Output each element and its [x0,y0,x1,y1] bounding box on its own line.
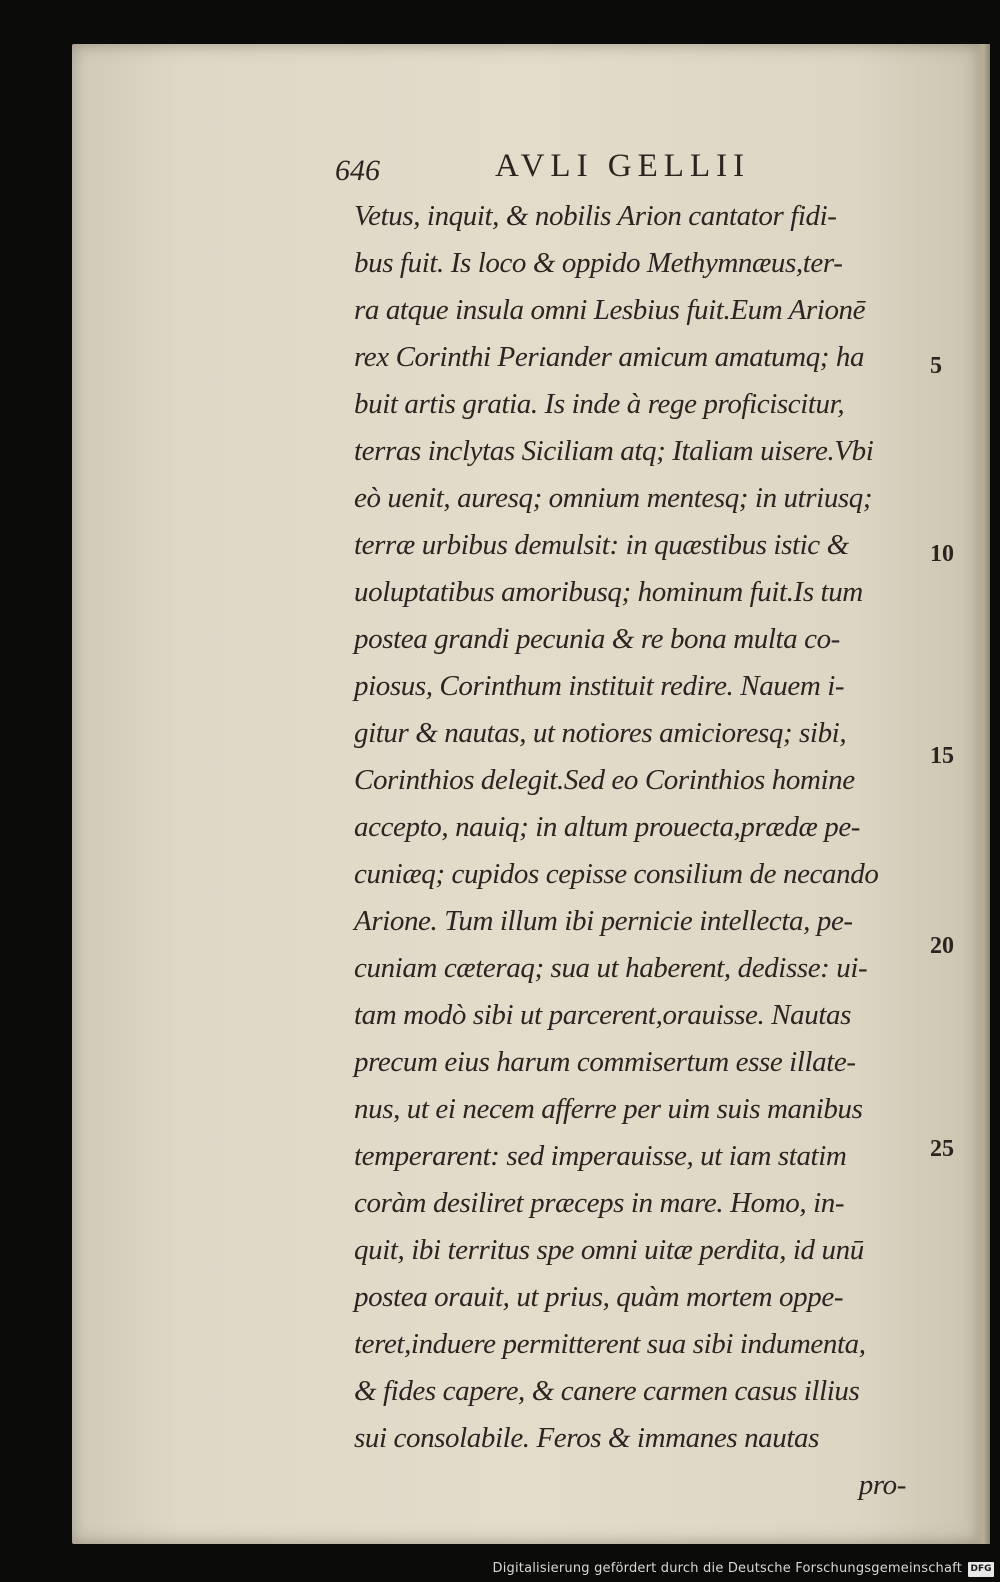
line-number: 5 [930,353,942,379]
text-line: piosus, Corinthum instituit redire. Nauem i- [354,670,845,702]
text-line: buit artis gratia. Is inde à rege proficiscitur, [354,388,845,420]
text-line: postea grandi pecunia & re bona multa co- [354,623,840,655]
text-line: quit, ibi territus spe omni uitæ perdita, id unū [354,1234,864,1266]
text-line: terræ urbibus demulsit: in quæstibus istic & [354,529,849,561]
text-line: ra atque insula omni Lesbius fuit.Eum Arionē [354,294,866,326]
text-line: teret,induere permitterent sua sibi indumenta, [354,1328,866,1360]
text-line: bus fuit. Is loco & oppido Methymnæus,ter- [354,247,843,279]
text-line: cuniam cæteraq; sua ut haberent, dedisse: ui- [354,952,868,984]
text-line: precum eius harum commisertum esse illate- [354,1046,856,1078]
text-line: tam modò sibi ut parcerent,orauisse. Nautas [354,999,852,1031]
text-line: terras inclytas Siciliam atq; Italiam uisere.Vbi [354,435,874,467]
text-line: coràm desiliret præceps in mare. Homo, in- [354,1187,845,1219]
line-number: 20 [930,933,954,959]
body-text [354,193,914,1509]
text-line: Arione. Tum illum ibi pernicie intellecta, pe- [354,905,853,937]
catchword: pro- [858,1469,906,1501]
text-line: rex Corinthi Periander amicum amatumq; ha [354,341,865,373]
dfg-logo: DFG [968,1562,994,1577]
text-line: postea orauit, ut prius, quàm mortem oppe- [354,1281,844,1313]
running-title: AVLI GELLII [495,148,751,184]
digitization-credit: Digitalisierung gefördert durch die Deutsche Forschungsgemeinschaft [492,1561,962,1576]
line-number: 10 [930,541,954,567]
line-number: 25 [930,1136,954,1162]
page-number: 646 [335,154,380,187]
text-line: uoluptatibus amoribusq; hominum fuit.Is tum [354,576,863,608]
text-line: Vetus, inquit, & nobilis Arion cantator fidi- [354,200,837,232]
text-line: nus, ut ei necem afferre per uim suis manibus [354,1093,863,1125]
page-edge-shadow [974,44,990,1544]
text-line: eò uenit, auresq; omnium mentesq; in utriusq; [354,482,873,514]
text-line: accepto, nauiq; in altum prouecta,prædæ pe- [354,811,861,843]
text-line: temperarent: sed imperauisse, ut iam statim [354,1140,847,1172]
text-line: & fides capere, & canere carmen casus illius [354,1375,860,1407]
text-line: gitur & nautas, ut notiores amicioresq; sibi, [354,717,847,749]
text-line: sui consolabile. Feros & immanes nautas [354,1422,820,1454]
line-number: 15 [930,743,954,769]
text-line: cuniæq; cupidos cepisse consilium de necando [354,858,879,890]
footer-bar [0,1550,1000,1582]
text-line: Corinthios delegit.Sed eo Corinthios homine [354,764,855,796]
page-header [335,148,895,188]
